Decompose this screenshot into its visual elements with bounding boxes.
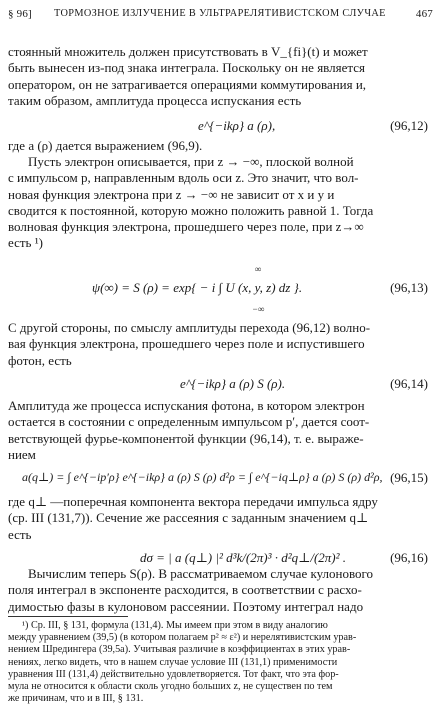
paragraph-5 (8, 398, 432, 463)
equation-96-15 (8, 462, 432, 496)
text-line: новая функция электрона при z → −∞ не зависит от x и y и (8, 186, 335, 202)
running-header (8, 8, 433, 26)
integral-upper-limit: ∞ (255, 264, 262, 274)
footnote-line: нением Шредингера (39,5а). Учитывая различие в коэффициентах в этих урав- (8, 644, 351, 656)
text-line: таким образом, амплитуда процесса испускания есть (8, 92, 302, 108)
footnote-line: мула не относится к области сколь угодно больших z, не существен по тем (8, 681, 333, 693)
equation-body: dσ = | a (q⊥) |² d³k/(2π)³ · d²q⊥/(2π)² . (140, 550, 347, 565)
text-line: оператором, он не затрагивается операциями коммутирования и, (8, 76, 367, 92)
text-line: сводится к постоянной, которую можно положить равной 1. Тогда (8, 202, 374, 218)
footnote-line: между уравнением (39,5) (в котором полагаем p² ≈ ε²) и нерелятивистским урав- (8, 632, 357, 644)
footnote-line: уравнения III (131,4) действительно удовлетворяется. Тот факт, что эта фор- (8, 668, 339, 680)
equation-96-14 (8, 368, 432, 402)
text-line: С другой стороны, по смыслу амплитуды перехода (96,12) волно- (8, 320, 371, 335)
text-line: (ср. III (131,7)). Сечение же рассеяния с заданным значением q⊥ (8, 510, 369, 526)
text-line: где a (ρ) дается выражением (96,9). (8, 138, 203, 153)
text-line: ветствующей фурье-компонентой функции (96,14), т. е. выраже- (8, 430, 364, 446)
equation-96-13 (8, 264, 432, 314)
text-line: димостью фазы в кулоновом рассеянии. Поэтому интеграл надо (8, 598, 364, 614)
integral-lower-limit: −∞ (252, 304, 265, 314)
equation-body: a(q⊥) = ∫ e^{−ip′ρ} e^{−ikρ} a (ρ) S (ρ) d²ρ = ∫ e^{−iq⊥ρ} a (ρ) S (ρ) d²ρ, (22, 470, 383, 484)
equation-number: (96,15) (390, 470, 428, 485)
text-line: Вычислим теперь S(ρ). В рассматриваемом случае кулонового (28, 566, 374, 581)
paragraph-2 (8, 138, 432, 154)
equation-number: (96,13) (390, 280, 428, 295)
paragraph-3 (8, 154, 432, 252)
text-line: стоянный множитель должен присутствовать в V_{fi}(t) и может (8, 44, 368, 59)
text-line: фотон, есть (8, 352, 72, 368)
text-line: остается в состоянии с определенным импульсом p′, дается соот- (8, 414, 370, 430)
footnote (8, 620, 432, 705)
footnote-rule (8, 616, 128, 617)
paragraph-1 (8, 44, 432, 109)
equation-body: e^{−ikρ} a (ρ), (198, 118, 276, 133)
text-line: волновая функция электрона, прошедшего через поле, при z→∞ (8, 219, 364, 235)
text-line: быть вынесен из-под знака интеграла. Поскольку он не является (8, 60, 365, 76)
equation-number: (96,12) (390, 118, 428, 133)
equation-body: ψ(∞) = S (ρ) = exp{ − i ∫ U (x, y, z) dz }. (92, 280, 303, 295)
footnote-line: нениях, легко видеть, что в нашем случае условие III (131,1) применимости (8, 656, 338, 668)
text-line: есть ¹) (8, 235, 43, 251)
text-line: есть (8, 526, 32, 542)
running-title: ТОРМОЗНОЕ ИЗЛУЧЕНИЕ В УЛЬТРАРЕЛЯТИВИСТСКОМ СЛУЧАЕ (54, 8, 386, 19)
paragraph-6 (8, 494, 432, 543)
page-number: 467 (415, 8, 433, 20)
footnote-line: ¹) Ср. III, § 131, формула (131,4). Мы имеем при этом в виду аналогию (22, 620, 328, 631)
section-marker: § 96] (8, 8, 32, 20)
equation-number: (96,16) (390, 550, 428, 565)
text-line: где q⊥ —поперечная компонента вектора передачи импульса ядру (8, 494, 378, 509)
paragraph-7 (8, 566, 432, 615)
text-line: вая функция электрона, прошедшего через поле и испустившего (8, 336, 365, 352)
text-line: Амплитуда же процесса испускания фотона, в котором электрон (8, 398, 365, 413)
footnote-line: же причинам, что и в III, § 131. (8, 693, 144, 705)
paragraph-4 (8, 320, 432, 369)
text-line: нием (8, 446, 36, 462)
text-line: Пусть электрон описывается, при z → −∞, плоской волной (28, 154, 354, 169)
equation-number: (96,14) (390, 376, 428, 391)
text-line: поля интеграл в экспоненте расходится, в соответствии с расхо- (8, 582, 362, 598)
text-line: с импульсом p, направленным вдоль оси z. Это значит, что вол- (8, 170, 359, 186)
equation-body: e^{−ikρ} a (ρ) S (ρ). (180, 376, 286, 391)
